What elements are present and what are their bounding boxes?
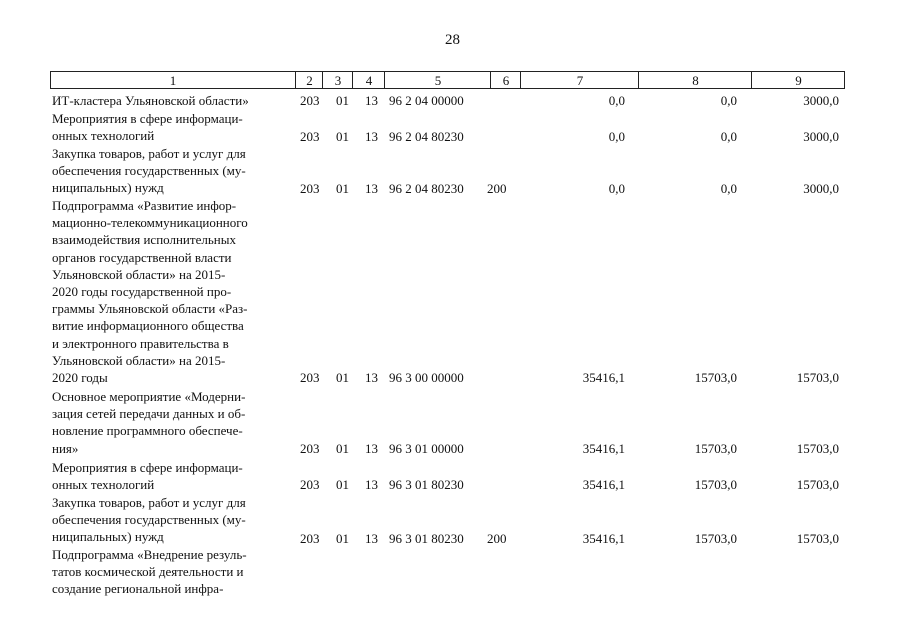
- cell-section: 01: [336, 531, 349, 546]
- cell-target-article: 96 2 04 80230: [389, 181, 464, 196]
- cell-ministry: 203: [300, 93, 320, 108]
- cell-ministry: 203: [300, 441, 320, 456]
- header-col-1: 1: [169, 73, 177, 88]
- row-name: Подпрограмма «Внедрение резуль- татов космической деятельности и создание региональной инфра-: [52, 547, 247, 597]
- cell-amount-col9: 15703,0: [796, 370, 839, 385]
- cell-ministry: 203: [300, 477, 320, 492]
- row-name: Мероприятия в сфере информаци- онных технологий: [52, 111, 243, 144]
- cell-subsection: 13: [365, 129, 378, 144]
- cell-expense-type: 200: [487, 531, 507, 546]
- cell-target-article: 96 3 01 00000: [389, 441, 464, 456]
- cell-target-article: 96 2 04 00000: [389, 93, 464, 108]
- row-values: [0, 128, 905, 145]
- header-col-6: 6: [490, 72, 521, 88]
- cell-amount-col9: 3000,0: [803, 93, 839, 108]
- header-col-5: 5: [384, 72, 491, 88]
- cell-amount-col7: 35416,1: [582, 441, 625, 456]
- cell-subsection: 13: [365, 477, 378, 492]
- cell-subsection: 13: [365, 370, 378, 385]
- header-col-7: 7: [520, 72, 639, 88]
- cell-amount-col7: 35416,1: [582, 370, 625, 385]
- header-col-4: 4: [352, 72, 385, 88]
- row-values: [0, 369, 905, 386]
- row-values: [0, 530, 905, 547]
- cell-target-article: 96 3 01 80230: [389, 477, 464, 492]
- cell-amount-col8: 0,0: [720, 129, 737, 144]
- cell-section: 01: [336, 181, 349, 196]
- cell-amount-col7: 35416,1: [582, 477, 625, 492]
- cell-ministry: 203: [300, 531, 320, 546]
- table-header: [50, 71, 845, 89]
- cell-expense-type: 200: [487, 181, 507, 196]
- cell-target-article: 96 3 00 00000: [389, 370, 464, 385]
- cell-amount-col8: 0,0: [720, 181, 737, 196]
- row-values: [0, 180, 905, 197]
- cell-section: 01: [336, 93, 349, 108]
- cell-ministry: 203: [300, 370, 320, 385]
- cell-section: 01: [336, 129, 349, 144]
- cell-section: 01: [336, 477, 349, 492]
- cell-amount-col8: 15703,0: [694, 370, 737, 385]
- cell-ministry: 203: [300, 181, 320, 196]
- cell-target-article: 96 3 01 80230: [389, 531, 464, 546]
- row-name: Закупка товаров, работ и услуг для обеспечения государственных (му- ниципальных) нужд: [52, 495, 246, 545]
- cell-amount-col9: 3000,0: [803, 129, 839, 144]
- cell-subsection: 13: [365, 181, 378, 196]
- cell-amount-col7: 0,0: [608, 93, 625, 108]
- cell-amount-col8: 15703,0: [694, 531, 737, 546]
- header-col-2: 2: [295, 72, 323, 88]
- row-name: Мероприятия в сфере информаци- онных технологий: [52, 460, 243, 493]
- cell-subsection: 13: [365, 93, 378, 108]
- cell-amount-col8: 15703,0: [694, 441, 737, 456]
- cell-section: 01: [336, 370, 349, 385]
- cell-subsection: 13: [365, 441, 378, 456]
- row-name: Основное мероприятие «Модерни- зация сетей передачи данных и об- новление программного обеспече- ния»: [52, 389, 246, 456]
- cell-section: 01: [336, 441, 349, 456]
- row-values: [0, 92, 905, 109]
- cell-subsection: 13: [365, 531, 378, 546]
- page-number: 28: [445, 32, 460, 48]
- header-col-8: 8: [638, 72, 752, 88]
- cell-amount-col9: 15703,0: [796, 441, 839, 456]
- cell-ministry: 203: [300, 129, 320, 144]
- row-name: Подпрограмма «Развитие инфор- мационно-телекоммуникационного взаимодействия исполнительных органов государственной власти Ульяновской области» на 2015- 2020 годы государственной про- граммы Ульяновской области «Раз- витие информационного общества и электронного правительства в Ульяновской области» на 2015- 2020 годы: [52, 198, 248, 386]
- cell-target-article: 96 2 04 80230: [389, 129, 464, 144]
- cell-amount-col9: 15703,0: [796, 477, 839, 492]
- cell-amount-col9: 3000,0: [803, 181, 839, 196]
- row-values: [0, 476, 905, 493]
- row-name: ИТ-кластера Ульяновской области»: [52, 93, 249, 108]
- cell-amount-col8: 0,0: [720, 93, 737, 108]
- cell-amount-col7: 35416,1: [582, 531, 625, 546]
- cell-amount-col7: 0,0: [608, 181, 625, 196]
- row-values: [0, 440, 905, 457]
- header-col-9: 9: [751, 72, 845, 88]
- cell-amount-col8: 15703,0: [694, 477, 737, 492]
- header-col-3: 3: [322, 72, 353, 88]
- cell-amount-col9: 15703,0: [796, 531, 839, 546]
- row-name: Закупка товаров, работ и услуг для обеспечения государственных (му- ниципальных) нужд: [52, 146, 246, 196]
- cell-amount-col7: 0,0: [608, 129, 625, 144]
